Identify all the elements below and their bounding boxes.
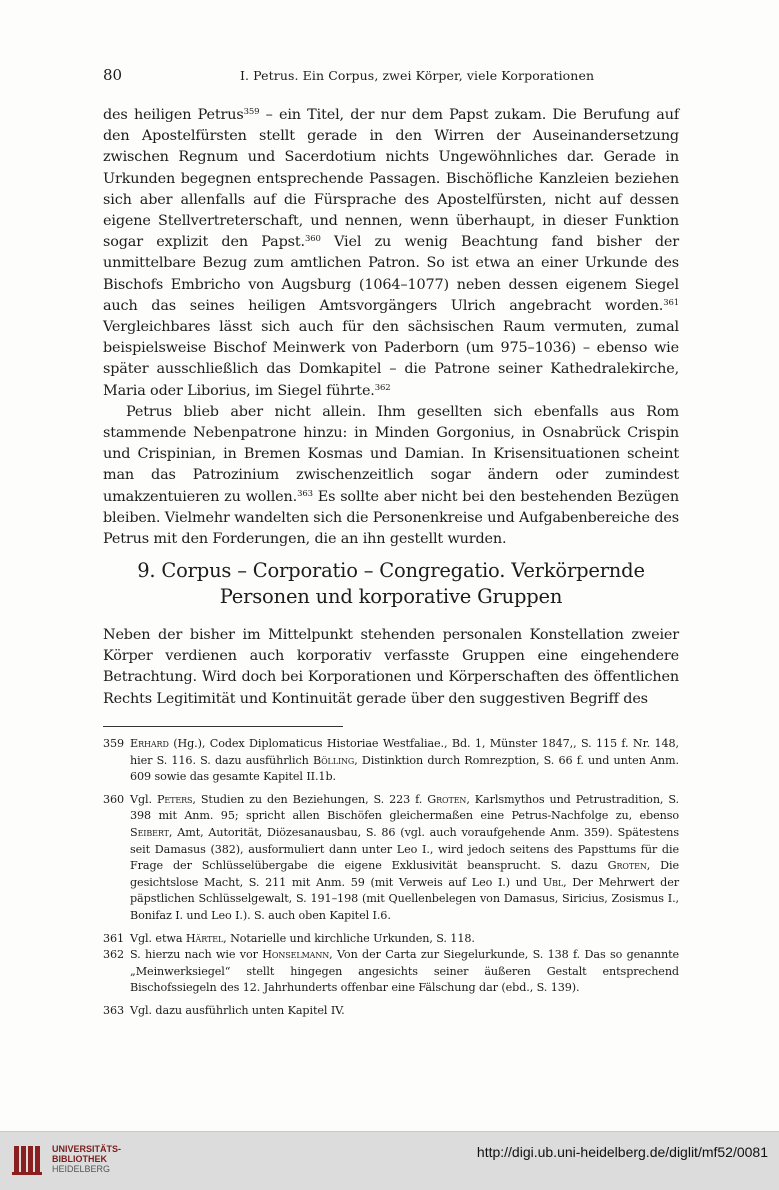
paragraph-1: des heiligen Petrus$^{359}$ – ein Titel, der nur dem Papst zukam. Die Berufung auf den Apostelfürsten stellt gerade in den Wirren der Auseinandersetzung zwischen Regnum und Sacerdotium nichts Ungewöhnliches dar. Gerade in Urkunden begegnen entsprechende Passagen. Bischöfliche Kanzleien beziehen sich aber allenfalls auf die Fürsprache des Apostelfürsten, nicht auf dessen eigene Stellvertreterschaft, und nennen, wenn überhaupt, in dieser Funktion sogar explizit den Papst.$^{360}$ Viel zu wenig Beachtung fand bisher der unmittelbare Bezug zum amtlichen Patron. So ist etwa an einer Urkunde des Bischofs Embricho von Augsburg (1064–1077) neben dessen eigenem Siegel auch das seines heiligen Amtsvorgängers Ulrich angebracht worden.$^{361}$ Vergleichbares lässt sich auch für den sächsischen Raum vermuten, zumal beispielsweise Bischof Meinwerk von Paderborn (um 975–1036) – ebenso wie später ausschließlich das Domkapitel – die Patrone seiner Kathedralekirche, Maria oder Liborius, im Siegel führte.$^{362}$	[103, 107, 679, 399]
paragraph-3: Neben der bisher im Mittelpunkt stehenden personalen Konstellation zweier Körper verdienen auch korporativ verfasste Gruppen eine eingehendere Betrachtung. Wird doch bei Korporationen und Körperschaften des öffentlichen Rechts Legitimität und Kontinuität gerade über den suggestiven Begriff des	[103, 627, 679, 707]
page-header	[103, 66, 679, 86]
footnote-ref-360[interactable]: 360	[304, 234, 321, 245]
footnote-363: 363 Vgl. dazu ausführlich unten Kapitel IV.	[103, 1003, 345, 1017]
heading-line-2: Personen und korporative Gruppen	[219, 585, 563, 608]
heading-line-1: 9. Corpus – Corporatio – Congregatio. Verkörpernde	[137, 559, 645, 582]
section-heading	[103, 558, 679, 610]
footnote-359: 359 Erhard (Hg.), Codex Diplomaticus Historiae Westfaliae., Bd. 1, Münster 1847,, S. 115 f. Nr. 148, hier S. 116. S. dazu ausführlich Bölling, Distinktion durch Romrezption, S. 66 f. und unten Anm. 609 sowie das gesamte Kapitel II.1b.	[103, 737, 679, 784]
permalink-url[interactable]: http://digi.ub.uni-heidelberg.de/diglit/mf52/0081	[476, 1144, 768, 1160]
footnote-ref-361[interactable]: 361	[663, 297, 679, 308]
page-number: 80	[103, 66, 123, 84]
viewer-footer	[0, 1131, 779, 1190]
body-text-top	[103, 105, 679, 550]
footnote-ref-362[interactable]: 362	[374, 382, 391, 393]
footnotes	[103, 736, 679, 1020]
footnote-360: 360 Vgl. Peters, Studien zu den Beziehungen, S. 223 f. Groten, Karlsmythos und Petrustradition, S. 398 mit Anm. 95; spricht allen Bischöfen gleichermaßen eine Petrus-Nachfolge zu, ebenso Seibert, Amt, Autorität, Diözesanausbau, S. 86 (vgl. auch voraufgehende Anm. 359). Spätestens seit Damasus (382), ausformuliert dann unter Leo I., wird jedoch seitens des Papsttums für die Frage der Schlüsselübergabe die eigene Exklusivität beansprucht. S. dazu Groten, Die gesichtslose Macht, S. 211 mit Anm. 59 (mit Verweis auf Leo I.) und Ubl, Der Mehrwert der päpstlichen Schlüsselgewalt, S. 191–198 (mit Quellenbelegen von Damasus, Siricius, Zosismus I., Bonifaz I. und Leo I.). S. auch oben Kapitel I.6.	[103, 792, 679, 922]
paragraph-2: Petrus blieb aber nicht allein. Ihm gesellten sich ebenfalls aus Rom stammende Nebenpatrone hinzu: in Minden Gorgonius, in Osnabrück Crispin und Crispinian, in Bremen Kosmas und Damian. In Krisensituationen scheint man das Patrozinium zwischenzeitlich sogar ändern oder zumindest umakzentuieren zu wollen.$^{363}$ Es sollte aber nicht bei den bestehenden Bezügen bleiben. Vielmehr wandelten sich die Personenkreise und Aufgabenbereiche des Petrus mit den Forderungen, die an ihn gestellt wurden.	[103, 403, 679, 548]
body-text-bottom	[103, 625, 679, 710]
library-logo-icon[interactable]	[12, 1142, 46, 1176]
footnote-361: 361 Vgl. etwa Härtel, Notarielle und kirchliche Urkunden, S. 118.	[103, 931, 475, 945]
footnote-362: 362 S. hierzu nach wie vor Honselmann, Von der Carta zur Siegelurkunde, S. 138 f. Das so genannte „Meinwerksiegel“ stellt hingegen angesichts seiner äußeren Gestalt entsprechend Bischofssiegeln des 12. Jahrhunderts offenbar eine Fälschung dar (ebd., S. 139).	[103, 948, 679, 995]
footnote-ref-363[interactable]: 363	[297, 488, 313, 499]
running-title: I. Petrus. Ein Corpus, zwei Körper, viele Korporationen	[240, 68, 595, 83]
footnote-separator	[103, 726, 343, 727]
footnote-ref-359[interactable]: 359	[243, 107, 260, 117]
library-name[interactable]: UNIVERSITÄTS- BIBLIOTHEK HEIDELBERG	[52, 1144, 122, 1174]
